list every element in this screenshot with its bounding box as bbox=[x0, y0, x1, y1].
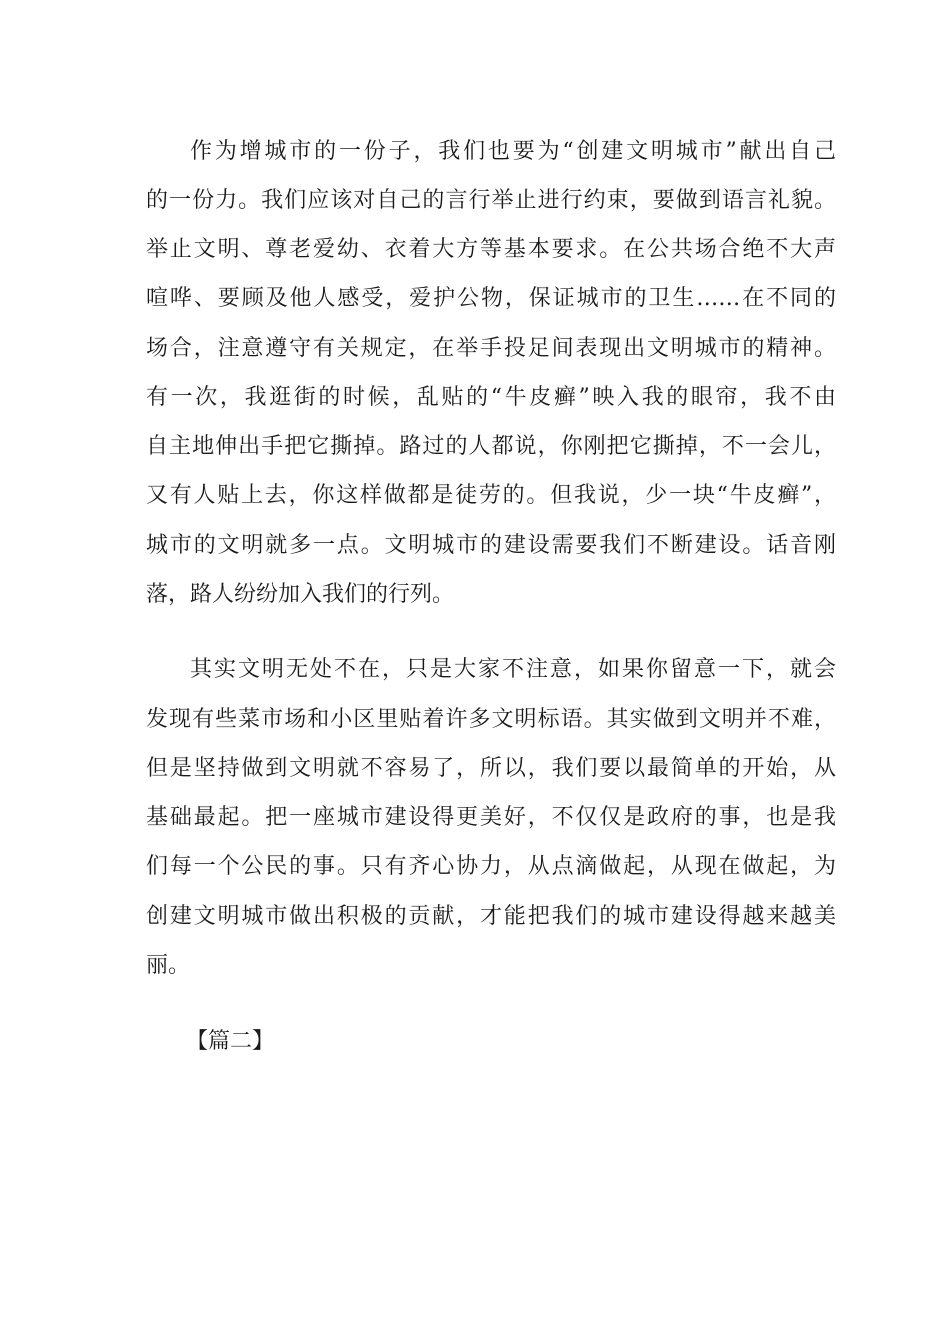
paragraph-2-line-1: 其实文明无处不在，只是大家不注意，如果你留意一下，就会 bbox=[190, 657, 836, 682]
section-heading: 【篇二】 bbox=[186, 1029, 275, 1054]
paragraph-1-line-8: 又有人贴上去，你这样做都是徒劳的。但我说，少一块“牛皮癣”， bbox=[146, 483, 836, 508]
paragraph-1-line-7: 自主地伸出手把它撕掉。路过的人都说，你刚把它撕掉，不一会儿， bbox=[146, 434, 836, 459]
paragraph-1-line-2: 的一份力。我们应该对自己的言行举止进行约束，要做到语言礼貌。 bbox=[146, 188, 836, 213]
paragraph-1-line-6: 有一次，我逛街的时候，乱贴的“牛皮癣”映入我的眼帘，我不由 bbox=[146, 385, 836, 410]
paragraph-2-line-4: 基础最起。把一座城市建设得更美好，不仅仅是政府的事，也是我 bbox=[146, 805, 836, 830]
paragraph-1-line-9: 城市的文明就多一点。文明城市的建设需要我们不断建设。话音刚 bbox=[146, 533, 836, 558]
paragraph-2-line-3: 但是坚持做到文明就不容易了，所以，我们要以最简单的开始，从 bbox=[146, 756, 836, 781]
paragraph-1-line-5: 场合，注意遵守有关规定，在举手投足间表现出文明城市的精神。 bbox=[146, 336, 836, 361]
paragraph-1-line-3: 举止文明、尊老爱幼、衣着大方等基本要求。在公共场合绝不大声 bbox=[146, 237, 836, 262]
paragraph-1-line-10: 落，路人纷纷加入我们的行列。 bbox=[146, 582, 455, 607]
paragraph-2-line-7: 丽。 bbox=[146, 953, 191, 978]
paragraph-2-line-5: 们每一个公民的事。只有齐心协力，从点滴做起，从现在做起，为 bbox=[146, 854, 836, 879]
paragraph-1-line-4: 喧哗、要顾及他人感受，爱护公物，保证城市的卫生……在不同的 bbox=[146, 286, 836, 311]
paragraph-1-line-1: 作为增城市的一份子，我们也要为“创建文明城市”献出自己 bbox=[190, 139, 836, 164]
paragraph-2-line-2: 发现有些菜市场和小区里贴着许多文明标语。其实做到文明并不难， bbox=[146, 707, 836, 732]
paragraph-2-line-6: 创建文明城市做出积极的贡献，才能把我们的城市建设得越来越美 bbox=[146, 904, 836, 929]
